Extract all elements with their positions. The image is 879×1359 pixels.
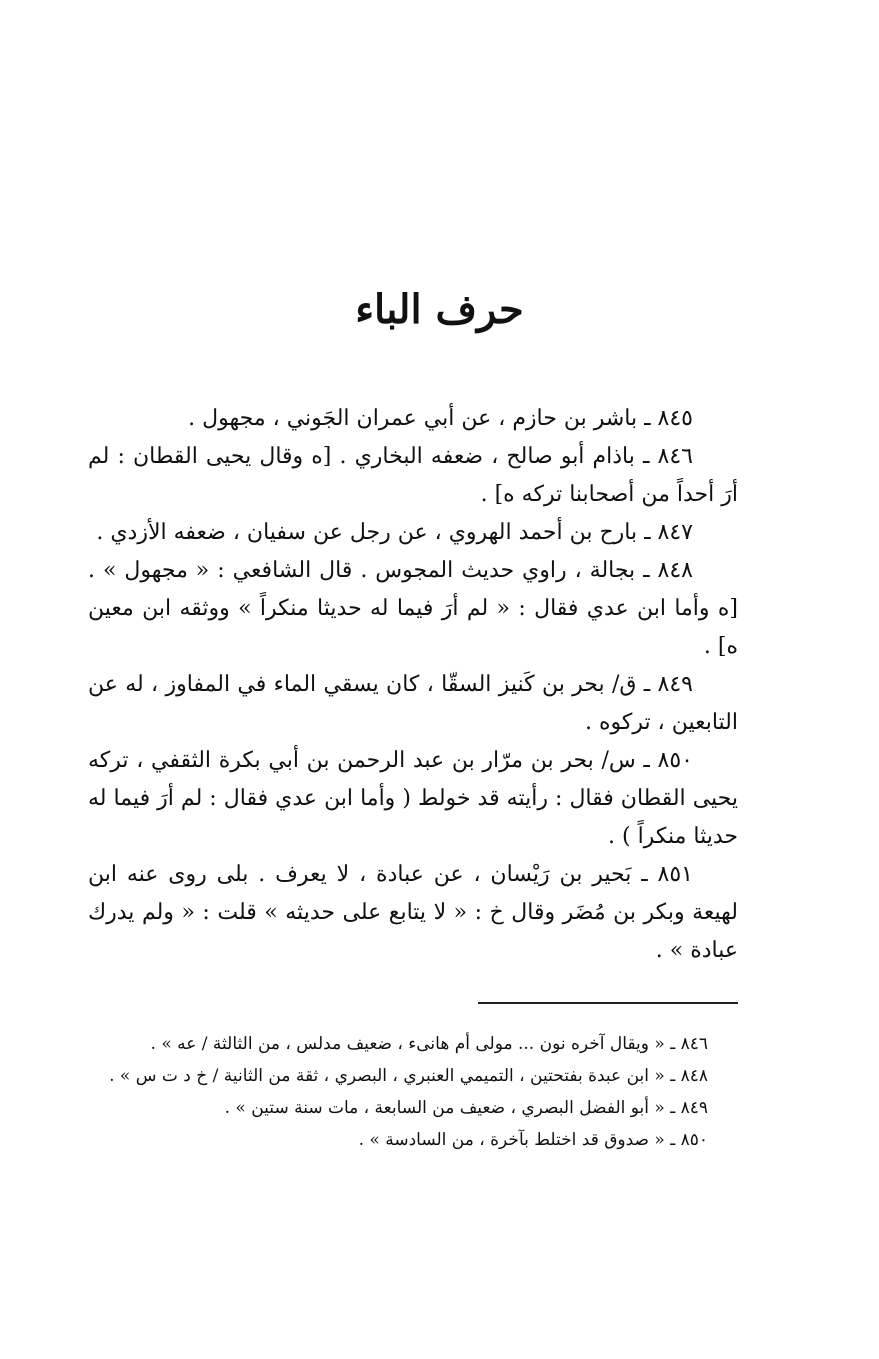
entry-849: ٨٤٩ ـ ق/ بحر بن كَنيز السقّا ، كان يسقي الماء في المفاوز ، له عن التابعين ، تركوه . bbox=[88, 672, 738, 735]
footnote-849: ٨٤٩ ـ « أبو الفضل البصري ، ضعيف من السابعة ، مات سنة ستين » . bbox=[224, 1098, 708, 1118]
entry-850: ٨٥٠ ـ س/ بحر بن مرّار بن عبد الرحمن بن أبي بكرة الثقفي ، تركه يحيى القطان فقال : رأيته قد خولط ( وأما ابن عدي فقال : لم أرَ فيما له حديثا منكراً ) . bbox=[88, 748, 738, 849]
footnotes-list bbox=[88, 1028, 738, 1156]
entries-list bbox=[88, 400, 738, 970]
footnote-848: ٨٤٨ ـ « ابن عبدة بفتحتين ، التميمي العنبري ، البصري ، ثقة من الثانية / خ د ت س » . bbox=[109, 1066, 708, 1086]
entry-851: ٨٥١ ـ بَحير بن رَيْسان ، عن عبادة ، لا يعرف . بلى روى عنه ابن لهيعة وبكر بن مُضَر وقال خ : « لا يتابع على حديثه » قلت : « ولم يدرك عبادة » . bbox=[88, 862, 738, 963]
entry-845: ٨٤٥ ـ باشر بن حازم ، عن أبي عمران الجَوني ، مجهول . bbox=[188, 406, 693, 431]
entry-848: ٨٤٨ ـ بجالة ، راوي حديث المجوس . قال الشافعي : « مجهول » . [ه وأما ابن عدي فقال : « لم أرَ فيما له حديثا منكراً » ووثقه ابن معين ه] . bbox=[88, 558, 738, 659]
entry-847: ٨٤٧ ـ بارح بن أحمد الهروي ، عن رجل عن سفيان ، ضعفه الأزدي . bbox=[96, 520, 693, 545]
chapter-title: حرف الباء bbox=[355, 286, 524, 333]
entry-846: ٨٤٦ ـ باذام أبو صالح ، ضعفه البخاري . [ه وقال يحيى القطان : لم أرَ أحداً من أصحابنا تركه ه] . bbox=[88, 444, 738, 507]
footnote-divider bbox=[478, 1002, 738, 1004]
footnote-850: ٨٥٠ ـ « صدوق قد اختلط بآخرة ، من السادسة » . bbox=[358, 1130, 708, 1150]
footnote-846: ٨٤٦ ـ « ويقال آخره نون ... مولى أم هانىء ، ضعيف مدلس ، من الثالثة / عه » . bbox=[150, 1034, 708, 1054]
